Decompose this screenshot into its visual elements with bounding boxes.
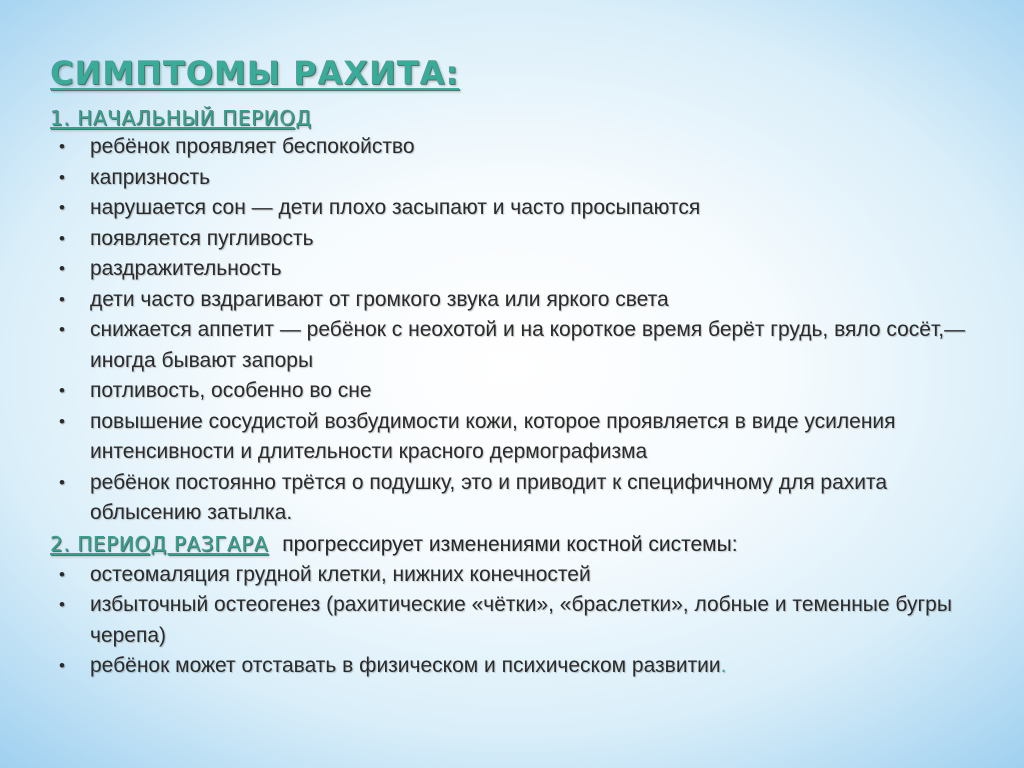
list-item <box>50 285 1000 316</box>
list-item-text: снижается аппетит — ребёнок с неохотой и на короткое время берёт грудь, вяло сосёт,— иногда бывают запоры <box>90 318 966 372</box>
list-item <box>50 193 1000 224</box>
list-item-text: повышение сосудистой возбудимости кожи, которое проявляется в виде усиления интенсивности и длительности красного дермографизма <box>90 409 896 463</box>
list-item <box>50 468 1000 529</box>
section-heading-initial-period: 1. НАЧАЛЬНЫЙ ПЕРИОД <box>50 106 312 130</box>
list-item <box>50 376 1000 407</box>
list-item-text: потливость, особенно во сне <box>90 379 372 402</box>
list-item <box>50 132 1000 163</box>
bullet-icon: • <box>59 411 65 431</box>
bullet-icon: • <box>59 656 65 675</box>
list-item <box>50 315 1000 376</box>
list-item-text: ребёнок может отставать в физическом и психическом развитии <box>90 654 721 677</box>
bullet-icon: • <box>59 595 65 614</box>
list-item <box>50 407 1000 468</box>
list-item-text: остеомаляция грудной клетки, нижних конечностей <box>90 562 591 586</box>
slide-title: СИМПТОМЫ РАХИТА: <box>50 54 460 92</box>
list-item-text: ребёнок проявляет беспокойство <box>90 135 415 158</box>
list-item <box>50 560 1000 591</box>
list-item-text: нарушается сон — дети плохо засыпают и часто просыпаются <box>90 196 701 219</box>
initial-period-list <box>50 132 1000 529</box>
list-item-text: избыточный остеогенез (рахитические «чётки», «браслетки», лобные и теменные бугры черепа) <box>90 593 952 647</box>
section-heading-peak-period: 2. ПЕРИОД РАЗГАРА <box>50 531 269 556</box>
bullet-icon: • <box>59 289 65 309</box>
list-item <box>50 224 1000 255</box>
list-item-text: капризность <box>90 165 211 189</box>
list-item-text: появляется пугливость <box>90 226 314 250</box>
bullet-icon: • <box>59 564 65 584</box>
bullet-icon: • <box>59 259 65 278</box>
bullet-icon: • <box>59 137 65 156</box>
bullet-icon: • <box>59 228 65 248</box>
peak-period-list <box>50 560 1000 682</box>
list-item <box>50 163 1000 194</box>
slide-content <box>50 50 1000 682</box>
list-item <box>50 254 1000 285</box>
list-item <box>50 590 1000 651</box>
section-intro-text: прогрессирует изменениями костной системы: <box>282 532 738 556</box>
bullet-icon: • <box>59 472 65 492</box>
list-item-text: ребёнок постоянно трётся о подушку, это и приводит к специфичному для рахита облысению затылка. <box>90 470 888 524</box>
list-item-text: дети часто вздрагивают от громкого звука или яркого света <box>90 287 669 311</box>
bullet-icon: • <box>59 167 65 187</box>
section-heading-peak-period-row <box>50 529 1000 560</box>
list-item <box>50 651 1000 682</box>
list-item-text: раздражительность <box>90 257 282 280</box>
bullet-icon: • <box>59 198 65 217</box>
bullet-icon: • <box>59 381 65 400</box>
bullet-icon: • <box>59 320 65 339</box>
final-period: . <box>720 654 727 677</box>
